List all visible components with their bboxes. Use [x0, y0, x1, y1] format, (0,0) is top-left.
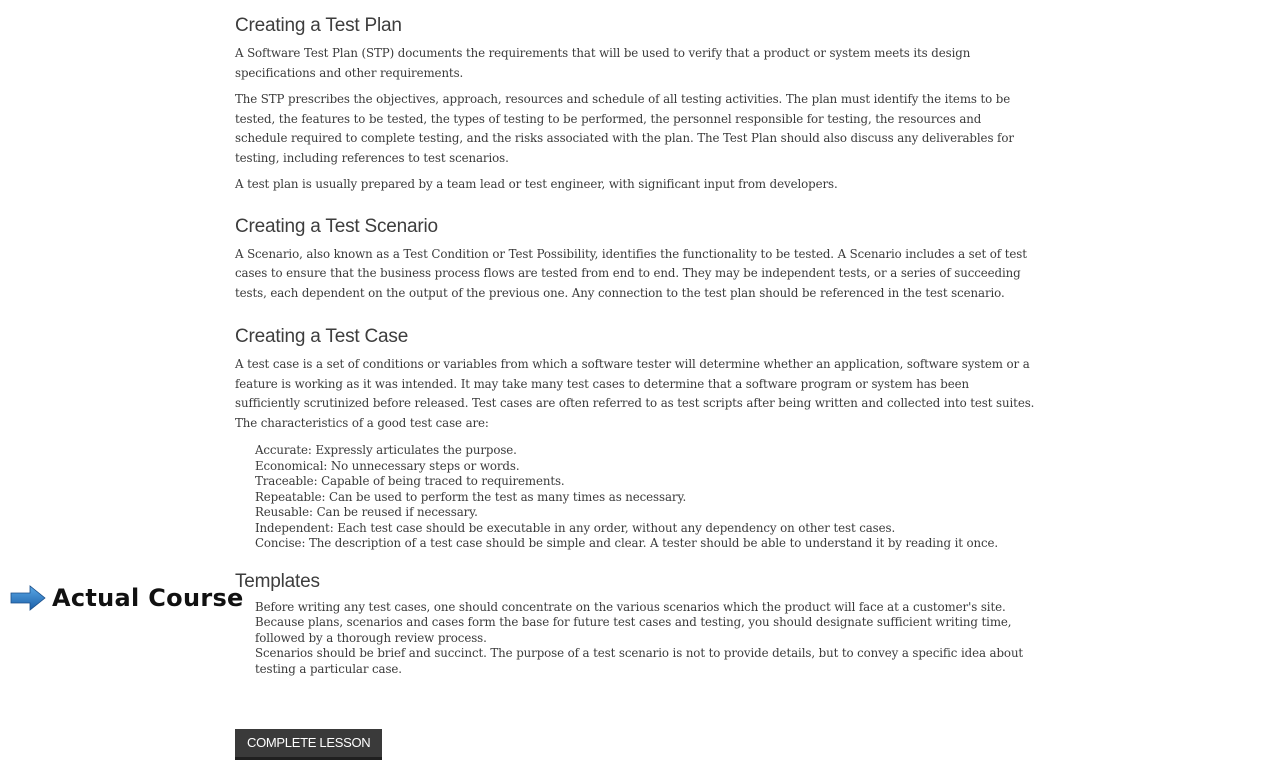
list-item: Concise: The description of a test case should be simple and clear. A tester should be able to understand it by reading it once. [255, 536, 999, 550]
list-item: Independent: Each test case should be executable in any order, without any dependency on other test cases. [255, 520, 896, 535]
paragraph: A Software Test Plan (STP) documents the requirements that will be used to verify that a product or system meets its design specifications and other requirements. [235, 46, 971, 80]
section-templates [235, 570, 1035, 678]
list-item: Traceable: Capable of being traced to requirements. [255, 474, 565, 488]
list-item: Accurate: Expressly articulates the purpose. [255, 443, 517, 457]
paragraph: A test case is a set of conditions or variables from which a software tester will determine whether an application, software system or a feature is working as it was intended. It may take many test cases to determine that a software program or system has been sufficiently scrutinized before released. Test cases are often referred to as test scripts after being written and collected into test suites. [235, 357, 1035, 410]
section-test-case [235, 325, 1035, 552]
paragraph: The characteristics of a good test case are: [235, 415, 489, 430]
list-item: Before writing any test cases, one should concentrate on the various scenarios which the product will face at a customer's site. [255, 599, 1006, 614]
list-item: Economical: No unnecessary steps or words. [255, 458, 520, 473]
section-heading: Creating a Test Case [235, 326, 409, 347]
complete-lesson-button[interactable]: COMPLETE LESSON [235, 729, 382, 760]
section-heading: Creating a Test Plan [235, 15, 402, 36]
section-heading: Templates [235, 570, 320, 592]
actual-course-label: Actual Course [52, 584, 244, 612]
list-item: Repeatable: Can be used to perform the test as many times as necessary. [255, 489, 687, 504]
paragraph: A test plan is usually prepared by a team lead or test engineer, with significant input from developers. [235, 177, 838, 191]
section-test-scenario [235, 215, 1035, 304]
list-item: Because plans, scenarios and cases form the base for future test cases and testing, you should designate sufficient writing time, followed by a thorough review process. [255, 615, 1012, 645]
paragraph: A Scenario, also known as a Test Condition or Test Possibility, identifies the functionality to be tested. A Scenario includes a set of test cases to ensure that the business process flows are tested from end to end. They may be independent tests, or a series of succeeding tests, each dependent on the output of the previous one. Any connection to the test plan should be referenced in the test scenario. [235, 246, 1027, 300]
characteristics-list [255, 443, 1035, 552]
list-item: Scenarios should be brief and succinct. The purpose of a test scenario is not to provide details, but to convey a specific idea about testing a particular case. [255, 646, 1024, 676]
arrow-right-icon [10, 585, 46, 611]
paragraph: The STP prescribes the objectives, approach, resources and schedule of all testing activities. The plan must identify the items to be tested, the features to be tested, the types of testing to be performed, the personnel responsible for testing, the resources and schedule required to complete testing, and the risks associated with the plan. The Test Plan should also discuss any deliverables for testing, including references to test scenarios. [235, 92, 1014, 165]
lesson-content [235, 14, 1035, 760]
list-item: Reusable: Can be reused if necessary. [255, 505, 478, 519]
actual-course-overlay [10, 584, 244, 612]
templates-list [255, 600, 1035, 678]
section-test-plan [235, 14, 1035, 195]
section-heading: Creating a Test Scenario [235, 215, 438, 237]
